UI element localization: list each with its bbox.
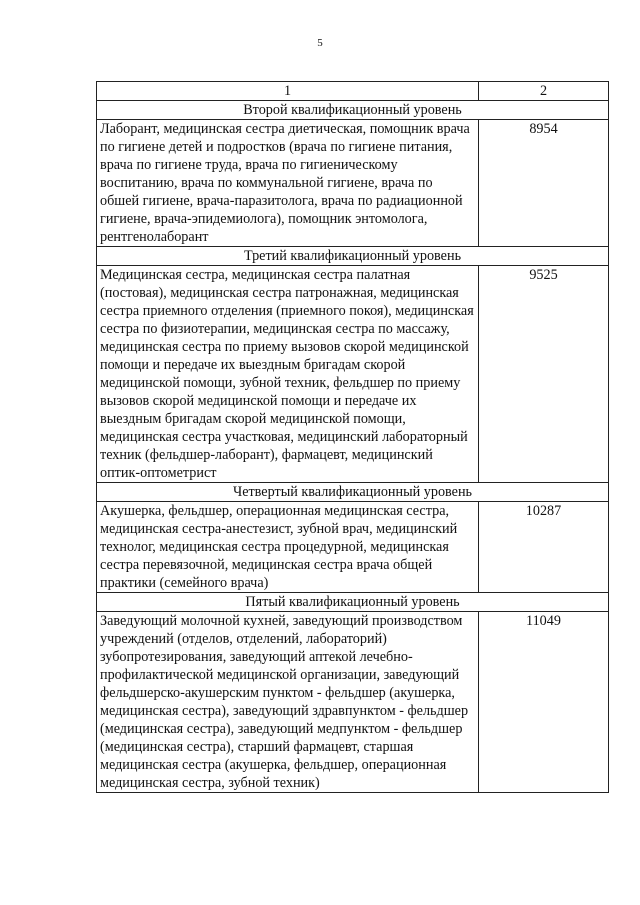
column-header-1: 1 bbox=[97, 82, 479, 101]
table-row bbox=[97, 612, 609, 793]
table-row bbox=[97, 266, 609, 483]
column-header-2: 2 bbox=[479, 82, 609, 101]
table-header-row bbox=[97, 82, 609, 101]
level-row bbox=[97, 483, 609, 502]
table-row bbox=[97, 502, 609, 593]
level-row bbox=[97, 593, 609, 612]
position-list: Заведующий молочной кухней, заведующий производством учреждений (отделов, отделений, лабораторий) зубопротезирования, заведующий аптекой лечебно-профилактической медицинской организации, заведующий фельдшерско-акушерским пунктом - фельдшер (акушерка, медицинская сестра), заведующий здравпунктом - фельдшер (медицинская сестра), заведующий медпунктом - фельдшер (медицинская сестра), старший фармацевт, старшая медицинская сестра (акушерка, фельдшер, операционная медицинская сестра, зубной техник) bbox=[97, 612, 479, 793]
position-list: Акушерка, фельдшер, операционная медицинская сестра, медицинская сестра-анестезист, зубной врач, медицинский технолог, медицинская сестра процедурной, медицинская сестра перевязочной, медицинская сестра врача общей практики (семейного врача) bbox=[97, 502, 479, 593]
salary-amount: 10287 bbox=[479, 502, 609, 593]
page-number: 5 bbox=[317, 37, 323, 49]
level-title-4: Четвертый квалификационный уровень bbox=[97, 483, 609, 502]
position-list: Медицинская сестра, медицинская сестра палатная (постовая), медицинская сестра патронажная, медицинская сестра приемного отделения (приемного покоя), медицинская сестра по физиотерапии, медицинская сестра по массажу, медицинская сестра по приему вызовов скорой медицинской помощи и передаче их выездным бригадам скорой медицинской помощи, зубной техник, фельдшер по приему вызовов скорой медицинской помощи и передаче их выездным бригадам скорой медицинской помощи, медицинская сестра участковая, медицинский лабораторный техник (фельдшер-лаборант), фармацевт, медицинский оптик-оптометрист bbox=[97, 266, 479, 483]
salary-table bbox=[96, 81, 609, 793]
table-row bbox=[97, 120, 609, 247]
salary-amount: 8954 bbox=[479, 120, 609, 247]
level-row bbox=[97, 247, 609, 266]
position-list: Лаборант, медицинская сестра диетическая, помощник врача по гигиене детей и подростков (врача по гигиене питания, врача по гигиене труда, врача по гигиеническому воспитанию, врача по коммунальной гигиене, врача по обшей гигиене, врача-паразитолога, врача по радиационной гигиене, врача-эпидемиолога), помощник энтомолога, рентгенолаборант bbox=[97, 120, 479, 247]
salary-amount: 9525 bbox=[479, 266, 609, 483]
level-title-2: Второй квалификационный уровень bbox=[97, 101, 609, 120]
level-title-5: Пятый квалификационный уровень bbox=[97, 593, 609, 612]
salary-amount: 11049 bbox=[479, 612, 609, 793]
level-row bbox=[97, 101, 609, 120]
level-title-3: Третий квалификационный уровень bbox=[97, 247, 609, 266]
